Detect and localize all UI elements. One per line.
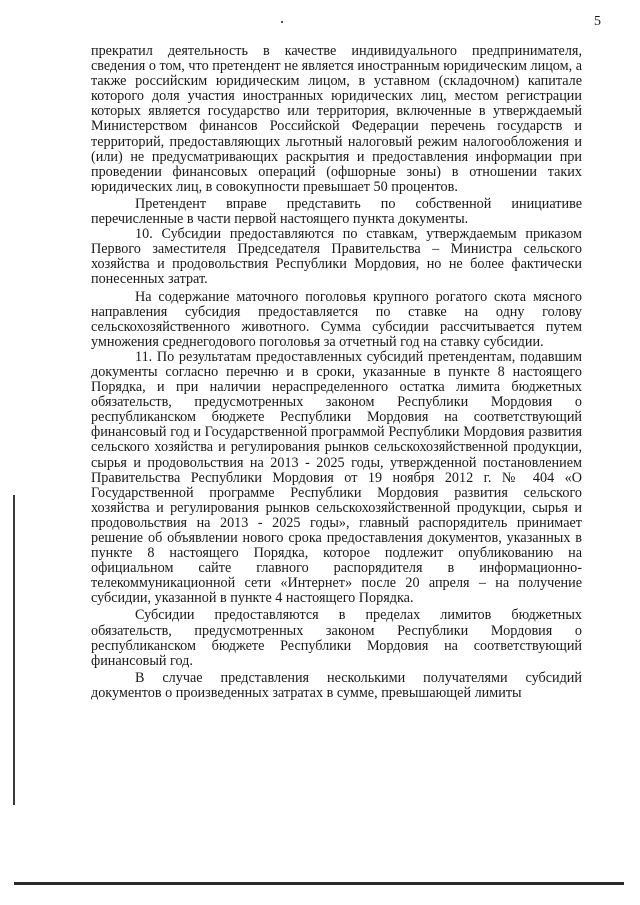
paragraph-clause-11: 11. По результатам предоставленных субсидий претендентам, подавшим документы согласно перечню и в сроки, указанные в пункте 8 настоящего Порядка, и при наличии нераспределенного остатка лимита бюджетных обязательств, предусмотренных законом Республики Мордовия о республиканском бюджете Республики Мордовия на соответствующий финансовый год и Государственной программой Республики Мордовия развития сельского хозяйства и регулирования рынков сельскохозяйственной продукции, сырья и продовольствия на 2013 - 2025 годы, утвержденной постановлением Правительства Республики Мордовия от 19 ноября 2012 г. № 404 «О Государственной программе Республики Мордовия развития сельского хозяйства и регулирования рынков сельскохозяйственной продукции, сырья и продовольствия на 2013 - 2025 годы», главный распорядитель принимает решение об объявлении нового срока предоставления документов, указанных в пункте 8 настоящего Порядка, которое подлежит опубликованию на официальном сайте главного распорядителя в информационно-телекоммуникационной сети «Интернет» после 20 апреля – на получение субсидии, указанной в пункте 4 настоящего Порядка. bbox=[91, 348, 582, 607]
scan-edge-left bbox=[13, 495, 15, 805]
scan-edge-bottom bbox=[14, 882, 624, 885]
paragraph-continuation: прекратил деятельность в качестве индивидуального предпринимателя, сведения о том, что претендент не является иностранным юридическим лицом, а также российским юридическим лицом, в уставном (складочном) капитале которого доля участия иностранных юридических лиц, местом регистрации которых является государство или территория, включенные в утверждаемый Министерством финансов Российской Федерации перечень государств и территорий, предоставляющих льготный налоговый режим налогообложения и (или) не предусматривающих раскрытия и предоставления информации при проведении финансовых операций (офшорные зоны) в отношении таких юридических лиц, в совокупности превышает 50 процентов. bbox=[91, 43, 582, 195]
paragraph-multiple-recipients: В случае представления несколькими получателями субсидий документов о произведенных затратах в сумме, превышающей лимиты bbox=[91, 669, 582, 701]
paragraph-budget-limits: Субсидии предоставляются в пределах лимитов бюджетных обязательств, предусмотренных законом Республики Мордовия о республиканском бюджете Республики Мордовия на соответствующий финансовый год. bbox=[91, 607, 582, 669]
paragraph-applicant-right: Претендент вправе представить по собственной инициативе перечисленные в части первой настоящего пункта документы. bbox=[91, 195, 582, 228]
paragraph-cattle-rate: На содержание маточного поголовья крупного рогатого скота мясного направления субсидия предоставляется по ставке на одну голову сельскохозяйственного животного. Сумма субсидии рассчитывается путем умножения среднегодового поголовья за отчетный год на ставку субсидии. bbox=[91, 288, 582, 350]
page-number: 5 bbox=[594, 14, 601, 29]
document-body bbox=[91, 44, 582, 701]
scan-speck bbox=[281, 21, 283, 23]
paragraph-clause-10: 10. Субсидии предоставляются по ставкам, утверждаемым приказом Первого заместителя Председателя Правительства – Министра сельского хозяйства и продовольствия Республики Мордовия, но не более фактически понесенных затрат. bbox=[91, 226, 582, 288]
